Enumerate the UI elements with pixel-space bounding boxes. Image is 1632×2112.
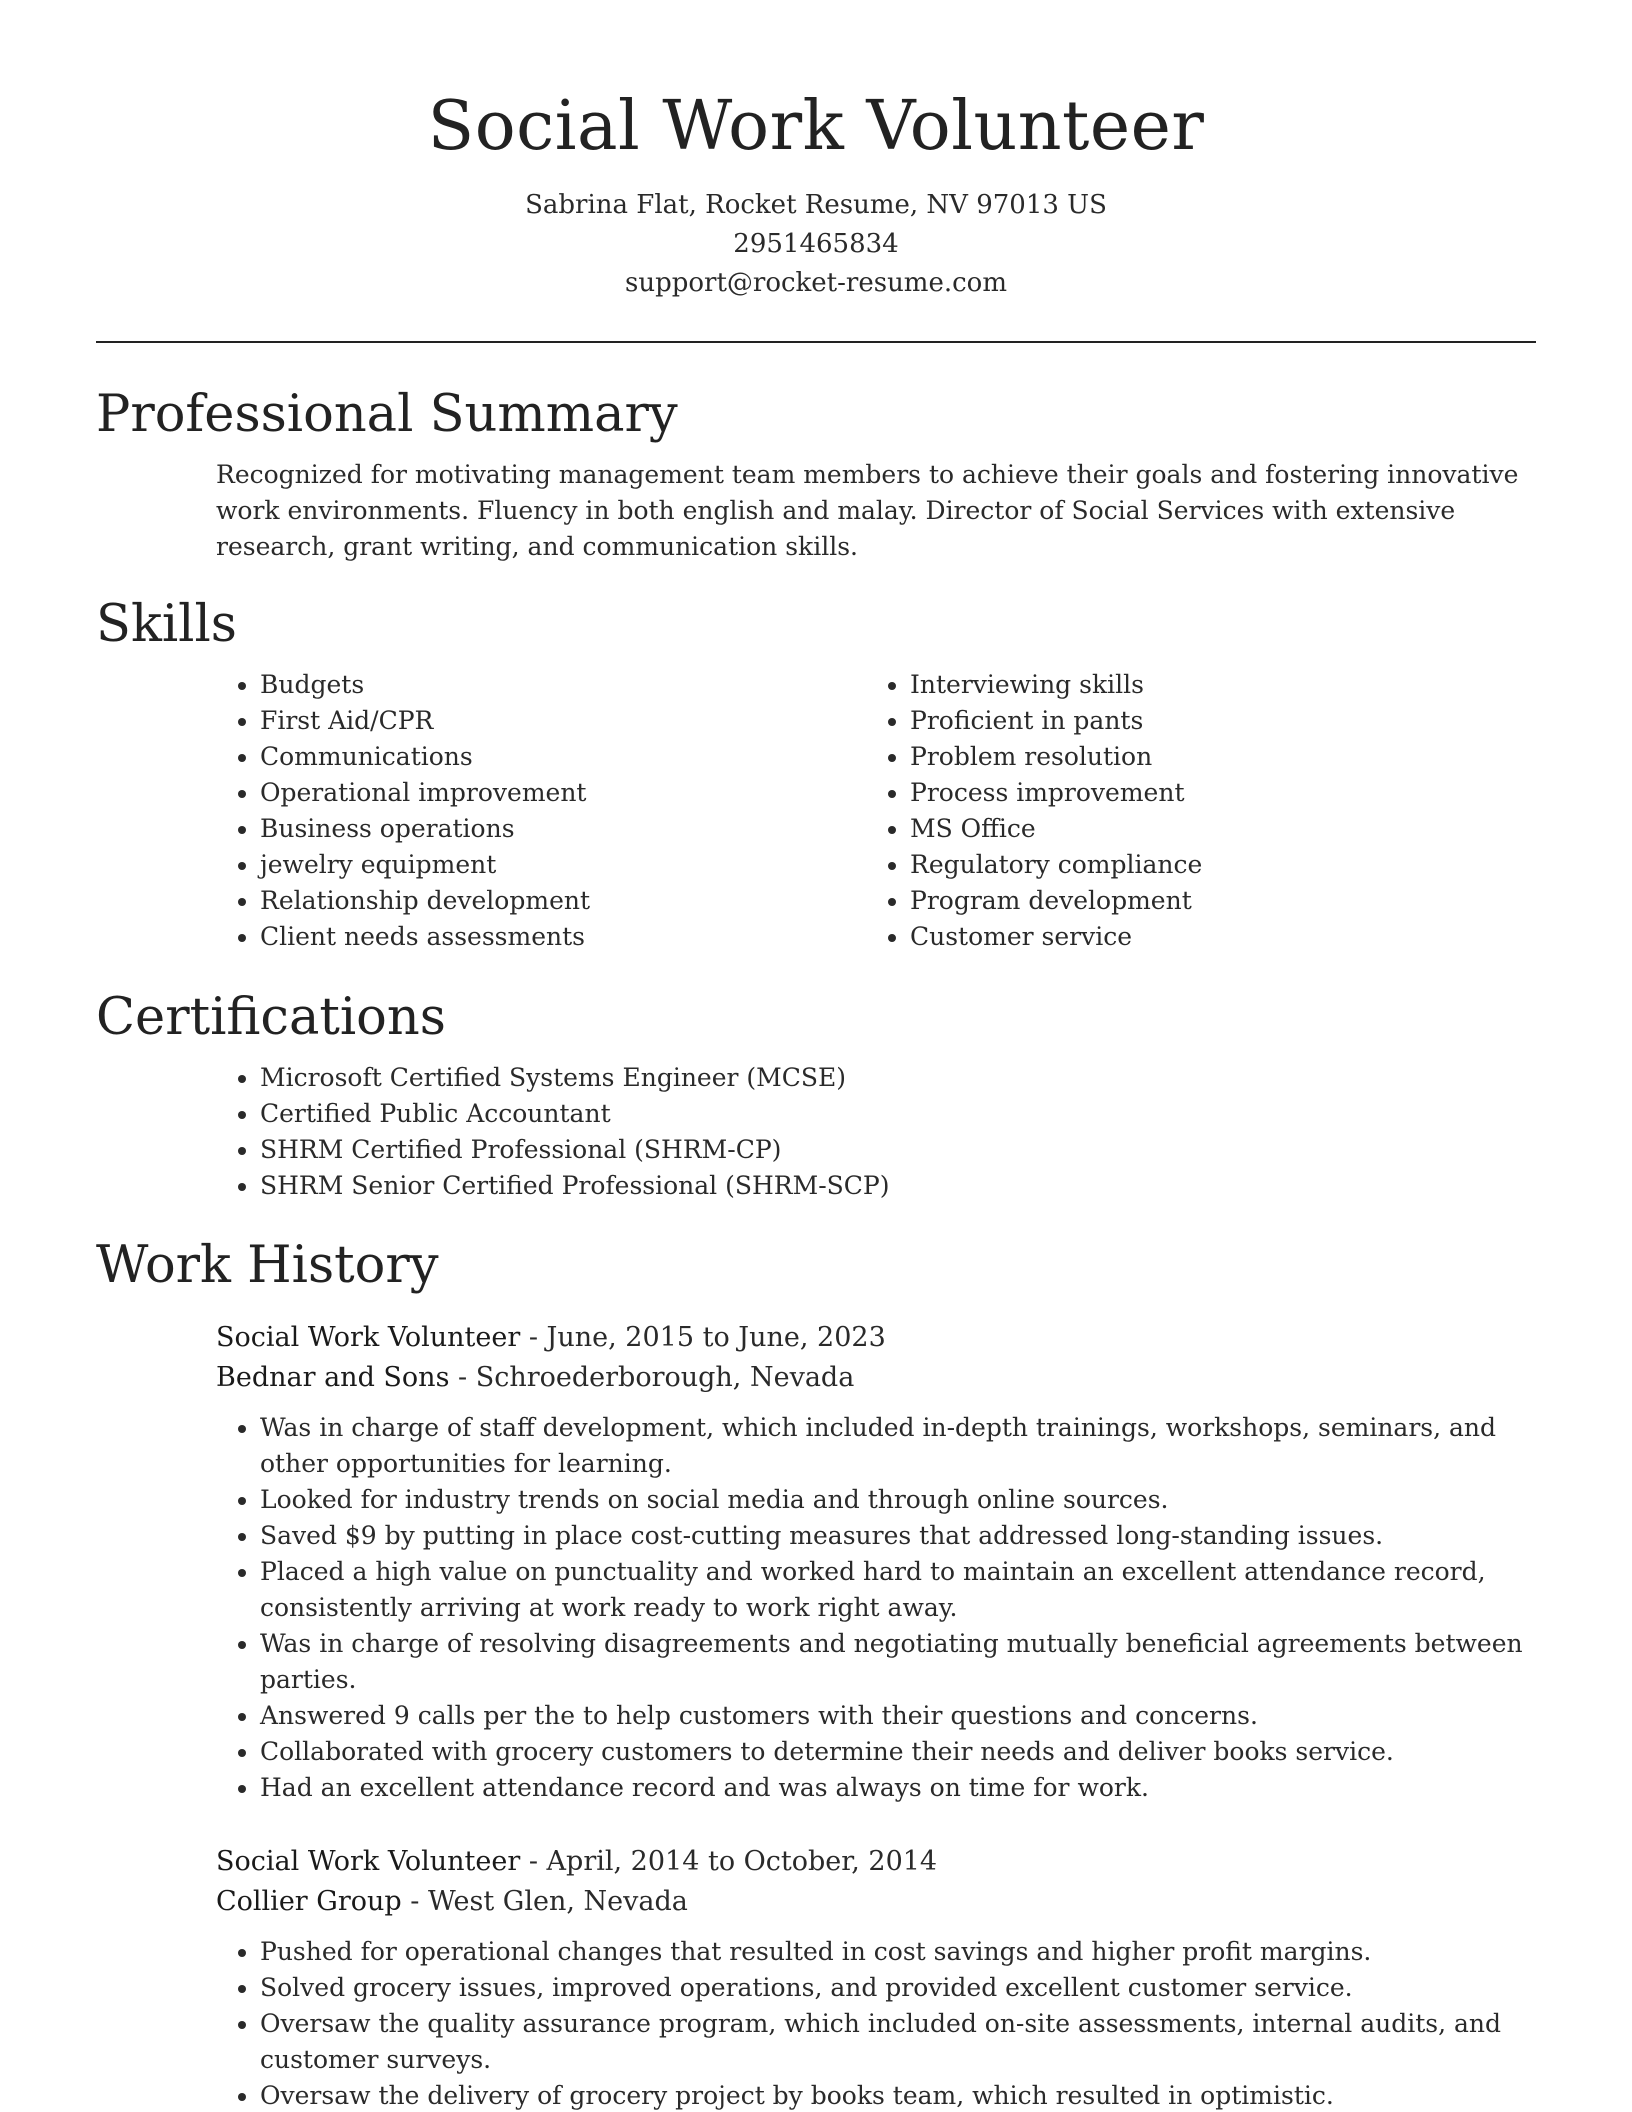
certification-item: • SHRM Certified Professional (SHRM-CP)	[260, 1132, 1632, 1168]
certification-item: • Certified Public Accountant	[260, 1096, 1632, 1132]
certification-item: • Microsoft Certified Systems Engineer (MCSE)	[260, 1060, 1632, 1096]
job-bullet: • Collaborated with grocery customers to determine their needs and deliver books service.	[260, 1734, 1536, 1770]
job-bullet: • Looked for industry trends on social media and through online sources.	[260, 1482, 1536, 1518]
work-history-section	[0, 1236, 1632, 2112]
job-bullet: • Placed a high value on punctuality and worked hard to maintain an excellent attendance record, consistently arriving at work ready to work right away.	[260, 1554, 1536, 1626]
candidate-name: Social Work Volunteer	[427, 87, 1205, 166]
summary-title: Professional Summary	[96, 385, 678, 444]
skill-item: • Process improvement	[910, 775, 1516, 811]
address: Sabrina Flat, Rocket Resume, NV 97013 US	[525, 190, 1107, 220]
job-company-line	[216, 1882, 1536, 1922]
skill-item: • Customer service	[910, 919, 1516, 955]
job-bullet: • Pushed for operational changes that resulted in cost savings and higher profit margins.	[260, 1934, 1536, 1970]
job-location: - Schroederborough, Nevada	[449, 1362, 855, 1393]
skill-item: • Interviewing skills	[910, 667, 1516, 703]
skill-item: • Proficient in pants	[910, 703, 1516, 739]
certification-item: • SHRM Senior Certified Professional (SHRM-SCP)	[260, 1168, 1632, 1204]
skill-item: • Relationship development	[260, 883, 866, 919]
job-company-line	[216, 1358, 1536, 1398]
email: support@rocket-resume.com	[624, 268, 1007, 298]
job-role-line	[216, 1842, 1536, 1882]
header-divider	[96, 341, 1536, 343]
contact-block	[0, 186, 1632, 303]
job-bullet: • Was in charge of staff development, which included in-depth trainings, workshops, seminars, and other opportunities for learning.	[260, 1410, 1536, 1482]
job-bullet: • Was in charge of resolving disagreements and negotiating mutually beneficial agreements between parties.	[260, 1626, 1536, 1698]
phone: 2951465834	[733, 229, 899, 259]
job-dates: - June, 2015 to June, 2023	[520, 1322, 886, 1353]
skill-item: • Operational improvement	[260, 775, 866, 811]
summary-text: Recognized for motivating management team members to achieve their goals and fostering innovative work environments. Fluency in both english and malay. Director of Social Services with extensive research, grant writing, and communication skills.	[216, 460, 1519, 561]
skill-item: • MS Office	[910, 811, 1516, 847]
job-role: Social Work Volunteer	[216, 1322, 521, 1353]
job-entry	[216, 1318, 1536, 1806]
skill-item: • First Aid/CPR	[260, 703, 866, 739]
skill-item: • Program development	[910, 883, 1516, 919]
skill-item: • Budgets	[260, 667, 866, 703]
job-bullets	[216, 1934, 1536, 2112]
job-role: Social Work Volunteer	[216, 1846, 521, 1877]
certifications-title: Certifications	[96, 988, 446, 1047]
skills-section	[0, 595, 1632, 955]
job-dates: - April, 2014 to October, 2014	[520, 1846, 938, 1877]
job-role-line	[216, 1318, 1536, 1358]
job-bullet: • Had an excellent attendance record and was always on time for work.	[260, 1770, 1536, 1806]
job-entry	[216, 1842, 1536, 2112]
job-bullet: • Answered 9 calls per the to help customers with their questions and concerns.	[260, 1698, 1536, 1734]
skills-list-left	[216, 667, 866, 955]
skill-item: • Regulatory compliance	[910, 847, 1516, 883]
skill-item: • Problem resolution	[910, 739, 1516, 775]
job-bullets	[216, 1410, 1536, 1806]
job-location: - West Glen, Nevada	[401, 1886, 688, 1917]
skills-columns	[0, 667, 1632, 955]
job-bullet: • Oversaw the delivery of grocery project by books team, which resulted in optimistic.	[260, 2078, 1536, 2112]
summary-section	[0, 385, 1632, 565]
skill-item: • Business operations	[260, 811, 866, 847]
skills-title: Skills	[96, 595, 237, 654]
certifications-list	[216, 1060, 1632, 1204]
job-bullet: • Oversaw the quality assurance program, which included on-site assessments, internal audits, and customer surveys.	[260, 2006, 1536, 2078]
skill-item: • Client needs assessments	[260, 919, 866, 955]
job-bullet: • Solved grocery issues, improved operations, and provided excellent customer service.	[260, 1970, 1536, 2006]
skill-item: • Communications	[260, 739, 866, 775]
certifications-section	[0, 988, 1632, 1204]
job-bullet: • Saved $9 by putting in place cost-cutting measures that addressed long-standing issues.	[260, 1518, 1536, 1554]
resume-header	[0, 0, 1632, 303]
job-company: Collier Group	[216, 1886, 402, 1917]
work-history-title: Work History	[96, 1236, 439, 1295]
skill-item: • jewelry equipment	[260, 847, 866, 883]
skills-list-right	[866, 667, 1516, 955]
job-company: Bednar and Sons	[216, 1362, 450, 1393]
